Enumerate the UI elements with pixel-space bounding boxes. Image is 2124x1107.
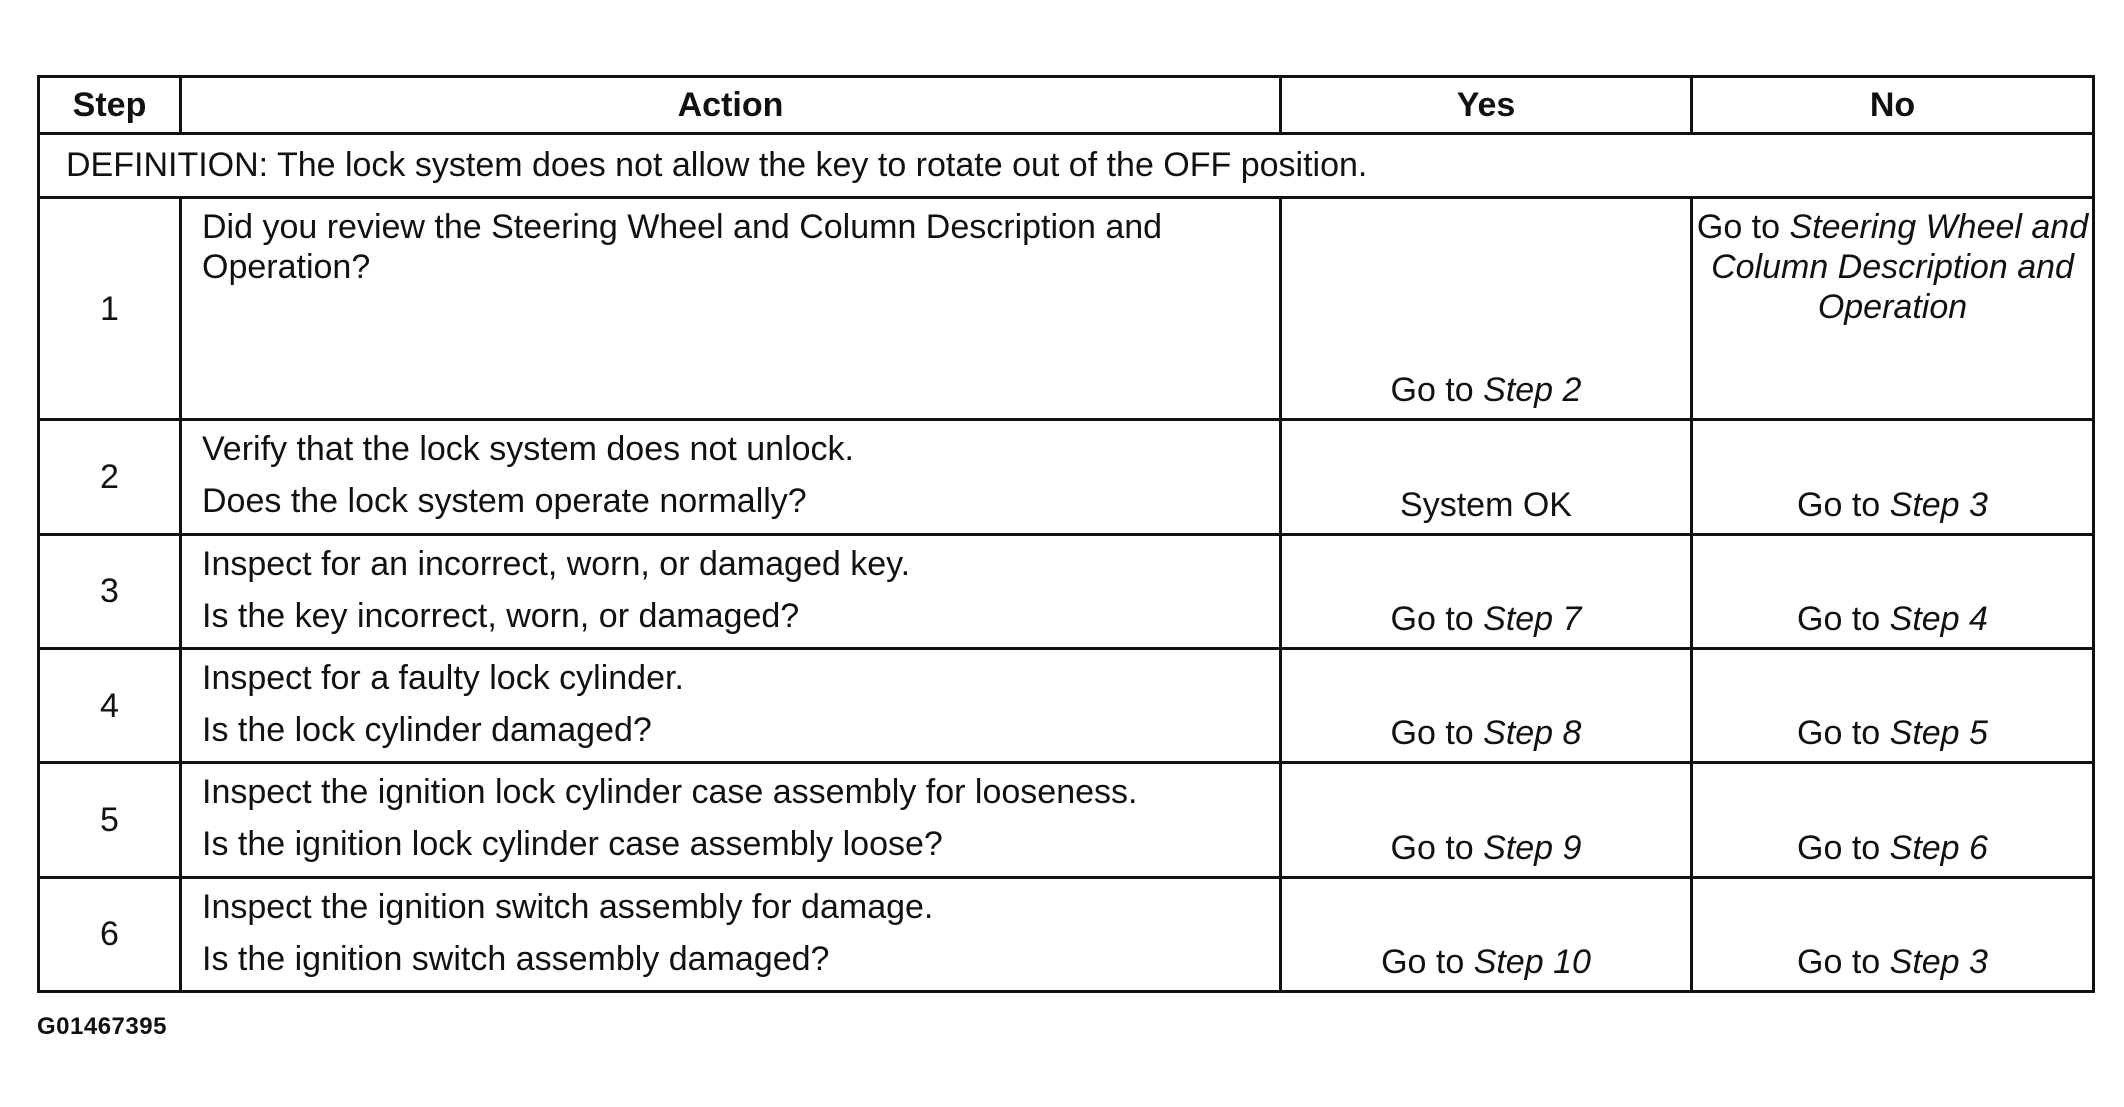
step-number: 6 [39,877,181,991]
action-cell [181,197,1281,420]
yes-step-reference: Step 9 [1483,828,1582,867]
yes-result-text: System OK [1400,485,1572,524]
yes-step-reference: Step 2 [1483,371,1582,410]
step-number: 2 [39,420,181,534]
action-text: Is the ignition lock cylinder case assembly loose? [202,825,943,864]
table-row [39,648,2094,762]
table-row [39,877,2094,991]
yes-result-text: Go to [1390,828,1484,867]
header-step: Step [39,77,181,134]
yes-result-text: Go to [1390,599,1484,638]
no-result [1692,648,2094,762]
no-result [1692,420,2094,534]
table-row [39,420,2094,534]
yes-result-text: Go to [1381,943,1474,981]
step-number: 4 [39,648,181,762]
yes-step-reference: Step 10 [1473,943,1591,981]
header-row [39,77,2094,134]
yes-step-reference: Step 7 [1483,599,1582,638]
no-result-text: Go to [1797,714,1890,753]
no-result [1692,877,2094,991]
no-result-text: Go to [1797,943,1890,981]
no-step-reference: Steering Wheel and Column Description and Operation [1711,207,2089,326]
table-row [39,197,2094,420]
action-cell [181,877,1281,991]
yes-step-reference: Step 8 [1483,714,1582,753]
yes-result-text: Go to [1390,371,1484,410]
action-text: Inspect for a faulty lock cylinder. [202,658,684,697]
action-text: Verify that the lock system does not unlock. [202,430,854,469]
definition-text: DEFINITION: The lock system does not allow the key to rotate out of the OFF position. [39,134,2094,198]
no-result-text: Go to [1797,485,1890,524]
step-number: 3 [39,534,181,648]
no-step-reference: Step 5 [1889,714,1988,753]
figure-id: G01467395 [37,1013,167,1040]
no-result [1692,763,2094,877]
no-result [1692,534,2094,648]
action-cell [181,763,1281,877]
action-text: Is the lock cylinder damaged? [202,710,652,749]
no-result-text: Go to [1797,599,1890,638]
action-cell [181,648,1281,762]
header-action: Action [181,77,1281,134]
no-step-reference: Step 6 [1889,828,1988,867]
header-yes: Yes [1281,77,1692,134]
action-text: Is the ignition switch assembly damaged? [202,939,830,978]
yes-result [1281,534,1692,648]
action-text: Inspect for an incorrect, worn, or damaged key. [202,544,911,583]
no-step-reference: Step 3 [1889,943,1988,981]
no-step-reference: Step 3 [1889,485,1988,524]
table-row [39,763,2094,877]
yes-result [1281,420,1692,534]
action-text: Inspect the ignition lock cylinder case assembly for looseness. [202,773,1138,812]
step-number: 1 [39,197,181,420]
step-number: 5 [39,763,181,877]
table-row [39,534,2094,648]
definition-row [39,134,2094,198]
no-result [1692,197,2094,420]
no-result-text: Go to [1696,207,1790,246]
yes-result [1281,877,1692,991]
header-no: No [1692,77,2094,134]
yes-result [1281,197,1692,420]
action-text: Does the lock system operate normally? [202,482,807,521]
no-result-text: Go to [1797,828,1890,867]
yes-result-text: Go to [1390,714,1484,753]
action-cell [181,420,1281,534]
action-text: Did you review the Steering Wheel and Column Description and Operation? [202,207,1163,286]
action-text: Is the key incorrect, worn, or damaged? [202,596,800,635]
no-step-reference: Step 4 [1889,599,1988,638]
action-cell [181,534,1281,648]
yes-result [1281,763,1692,877]
yes-result [1281,648,1692,762]
diagnostic-table [37,75,2095,993]
action-text: Inspect the ignition switch assembly for damage. [202,887,934,926]
